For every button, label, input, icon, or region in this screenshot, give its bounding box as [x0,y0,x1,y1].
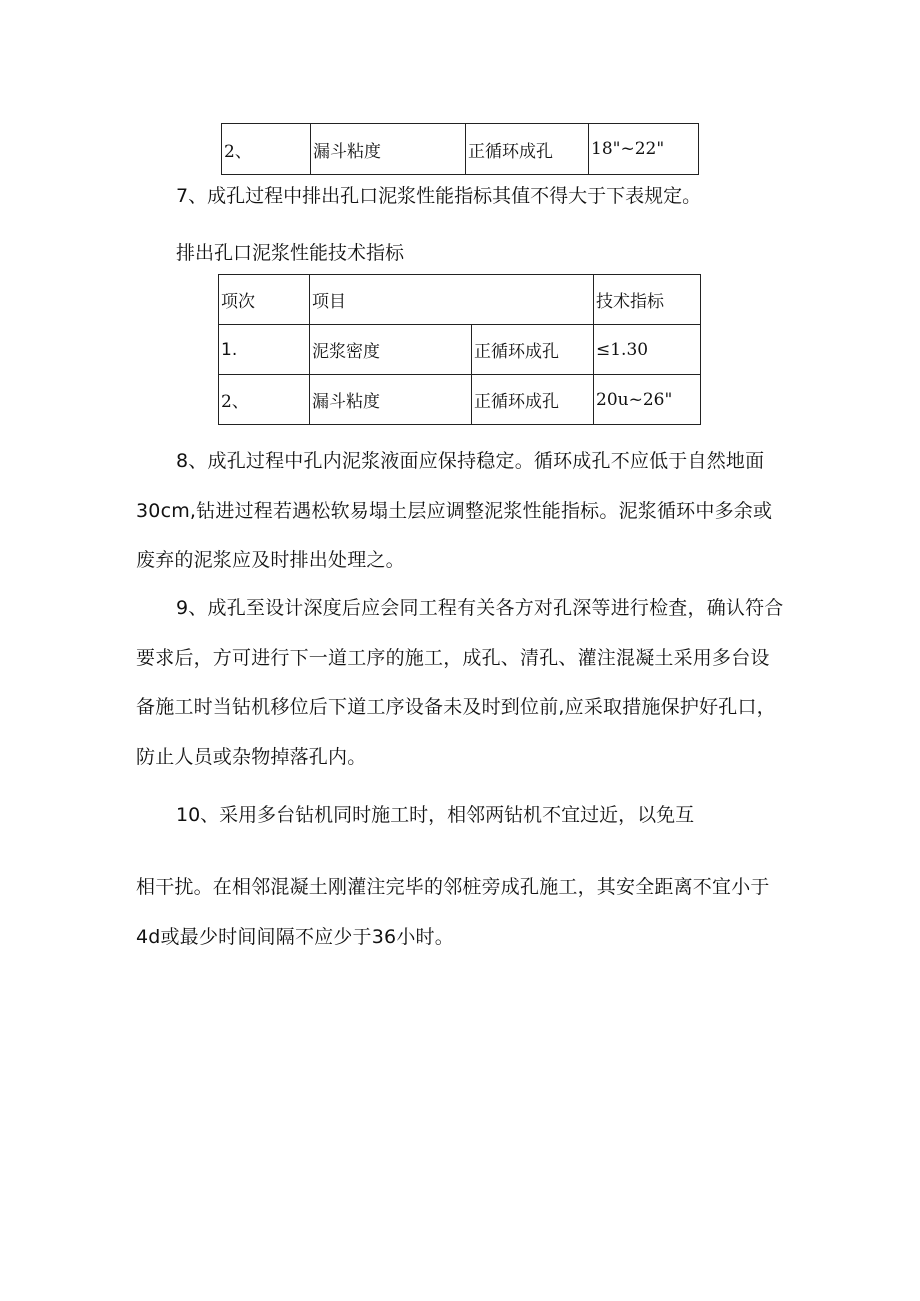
table-cell-method: 正循环成孔 [466,124,589,175]
table-cell-item: 漏斗粘度 [310,375,472,425]
table-cell-value: ≤1.30 [594,325,701,375]
item-10-first-line: 10、采用多台钻机同时施工时，相邻两钻机不宜过近，以免互 [176,804,695,826]
table-cell-no: 1. [219,325,310,375]
item-10-continuation: 相干扰。在相邻混凝土刚灌注完毕的邻桩旁成孔施工，其安全距离不宜小于4d或最少时间间隔不应少于36小时。 [136,876,770,948]
header-spec: 技术指标 [594,275,701,325]
table-cell-item: 漏斗粘度 [311,124,466,175]
table-header-row [219,275,701,325]
item-8-paragraph: 8、成孔过程中孔内泥浆液面应保持稳定。循环成孔不应低于自然地面30cm,钻进过程若遇松软易塌土层应调整泥浆性能指标。泥浆循环中多余或废弃的泥浆应及时排出处理之。 [136,450,773,571]
table-cell-item: 泥浆密度 [310,325,472,375]
table-2-title: 排出孔口泥浆性能技术指标 [176,242,405,264]
table-cell-no: 2、 [222,124,311,175]
table-row [219,375,701,425]
viscosity-table-continued [221,123,699,175]
table-cell-value: 18"~22" [589,124,699,175]
table-row [219,325,701,375]
item-9-paragraph: 9、成孔至设计深度后应会同工程有关各方对孔深等进行检査，确认符合要求后，方可进行下一道工序的施工，成孔、清孔、灌注混凝土采用多台设备施工时当钻机移位后下道工序设备未及时到位前,应采取措施保护好孔口，防止人员或杂物掉落孔内。 [136,597,784,768]
mud-performance-table [218,274,701,425]
table-row [222,124,699,175]
header-item: 项目 [310,275,594,325]
table-cell-method: 正循环成孔 [472,325,594,375]
item-7-text: 7、成孔过程中排出孔口泥浆性能指标其值不得大于下表规定。 [176,185,702,207]
table-cell-method: 正循环成孔 [472,375,594,425]
table-cell-value: 20u~26" [594,375,701,425]
header-no: 项次 [219,275,310,325]
table-cell-no: 2、 [219,375,310,425]
